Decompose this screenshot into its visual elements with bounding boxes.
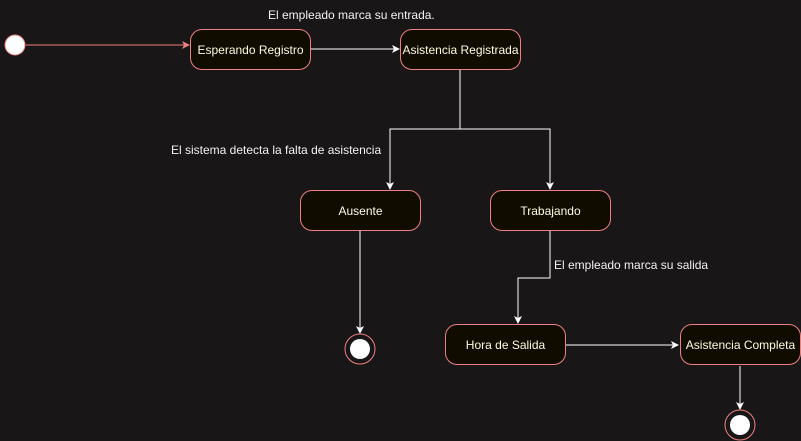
initial-node bbox=[5, 35, 25, 55]
final-node-ausente bbox=[345, 334, 375, 364]
state-esperando-registro[interactable]: Esperando Registro bbox=[190, 29, 311, 70]
state-hora-de-salida[interactable]: Hora de Salida bbox=[445, 324, 566, 365]
label-marca-salida: El empleado marca su salida bbox=[554, 258, 709, 272]
state-trabajando[interactable]: Trabajando bbox=[490, 190, 611, 231]
state-ausente[interactable]: Ausente bbox=[300, 190, 421, 231]
final-node-completa bbox=[725, 410, 755, 440]
label-marca-entrada: El empleado marca su entrada. bbox=[268, 8, 435, 22]
edge-registrada-to-ausente bbox=[390, 70, 460, 189]
edge-registrada-to-trabajando bbox=[460, 129, 550, 189]
edge-trabajando-to-salida bbox=[518, 231, 550, 323]
label-detecta-falta: El sistema detecta la falta de asistencia bbox=[171, 143, 382, 157]
state-asistencia-completa[interactable]: Asistencia Completa bbox=[680, 324, 801, 365]
state-asistencia-registrada[interactable]: Asistencia Registrada bbox=[400, 29, 521, 70]
